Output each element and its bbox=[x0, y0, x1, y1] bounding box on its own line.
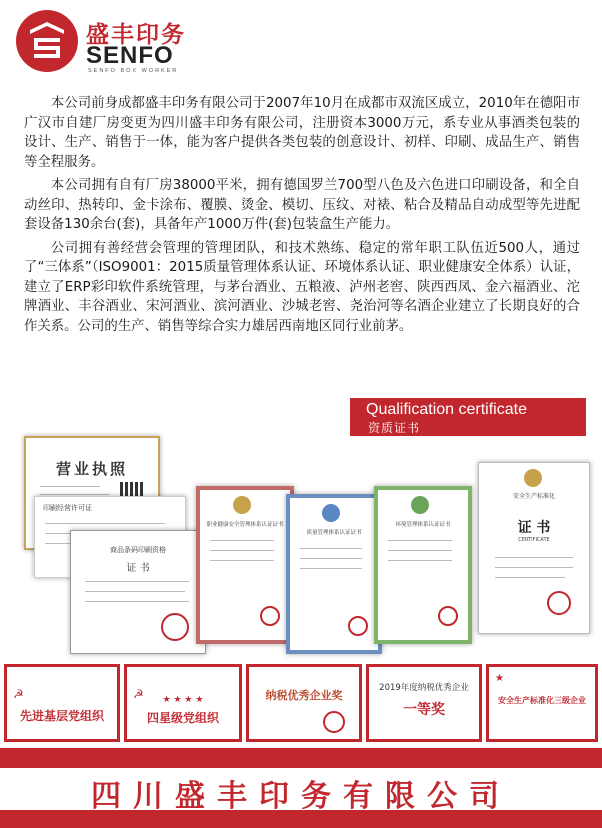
certificate-subtitle: 证 书 bbox=[126, 563, 150, 574]
certificate-title-en: CERTIFICATE bbox=[518, 537, 550, 543]
qualification-header bbox=[350, 398, 586, 436]
award-plaque bbox=[486, 664, 598, 742]
brand-name-en: SENFO bbox=[86, 42, 174, 69]
brand-name-cn: 盛丰印务 bbox=[86, 22, 186, 48]
award-title: 纳税优秀企业奖 bbox=[265, 689, 343, 702]
party-emblem-icon: ☭ bbox=[133, 687, 144, 701]
certificate-title: 质量管理体系认证证书 bbox=[306, 530, 362, 536]
red-seal-icon bbox=[348, 616, 368, 636]
star-rating-icon: ★ ★ ★ ★ bbox=[162, 695, 204, 705]
red-seal-icon bbox=[323, 711, 345, 733]
award-plaque bbox=[124, 664, 242, 742]
certification-emblem-icon bbox=[233, 496, 251, 514]
award-title: 一等奖 bbox=[403, 702, 445, 718]
footer-company-name: 四川盛丰印务有限公司 bbox=[91, 779, 511, 814]
certification-emblem-icon bbox=[411, 496, 429, 514]
quality-management-certificate bbox=[286, 494, 382, 654]
red-seal-icon bbox=[438, 606, 458, 626]
award-title: 安全生产标准化三级企业 bbox=[498, 696, 586, 705]
award-title: 四星级党组织 bbox=[146, 711, 219, 725]
certificate-title: 环境管理体系认证证书 bbox=[395, 522, 451, 528]
environmental-management-certificate bbox=[374, 486, 472, 644]
certificate-title: 职业健康安全管理体系认证证书 bbox=[206, 522, 284, 528]
certificate-heading: 安全生产标准化 bbox=[512, 493, 555, 500]
certificate-title: 商品条码印刷资格 bbox=[110, 546, 166, 554]
qualification-title-cn: 资质证书 bbox=[368, 421, 421, 435]
award-title: 先进基层党组织 bbox=[19, 709, 104, 723]
occupational-health-certificate bbox=[196, 486, 294, 644]
barcode-printing-certificate bbox=[70, 530, 206, 654]
certificate-title: 印刷经营许可证 bbox=[43, 504, 92, 512]
red-seal-icon bbox=[260, 606, 280, 626]
national-emblem-icon bbox=[524, 469, 542, 487]
party-emblem-icon: ★ bbox=[495, 673, 504, 684]
intro-paragraph: 公司拥有善经营会管理的管理团队，和技术熟练、稳定的常年职工队伍近500人，通过了“三体系”（ISO9001：2015质量管理体系认证、环境体系认证、职业健康安全体系）认证，建立了ERP彩印软件系统管理，与茅台酒业、五粮液、泸州老窖、陕西西凤、金六福酒业、沱牌酒业、丰谷酒业、宋河酒业、滨河酒业、沙城老窖、尧治河等名酒企业建立了长期良好的合作关系。公司的生产、销售等综合实力雄居西南地区同行业前茅。 bbox=[24, 240, 580, 334]
award-plaque bbox=[246, 664, 362, 742]
brand-tagline: SENFO BOX WORKER bbox=[88, 68, 179, 74]
red-seal-icon bbox=[161, 613, 189, 641]
senfo-logo-icon bbox=[14, 8, 80, 74]
party-emblem-icon: ☭ bbox=[13, 687, 24, 701]
certification-emblem-icon bbox=[322, 504, 340, 522]
red-seal-icon bbox=[547, 591, 571, 615]
intro-paragraph: 本公司拥有自有厂房38000平米，拥有德国罗兰700型八色及六色进口印刷设备，和全自动丝印、热转印、金卡涂布、覆膜、烫金、模切、压纹、对裱、粘合及精品自动成型等先进配套设备130余台(套)，具备年产1000万件(套)包装盒生产能力。 bbox=[24, 178, 580, 232]
intro-paragraph: 本公司前身成都盛丰印务有限公司于2007年10月在成都市双流区成立，2010年在德阳市广汉市自建厂房变更为四川盛丰印务有限公司，注册资本3000万元，系专业从事酒类包装的设计、生产、销售于一体，能为客户提供各类包装的创意设计、初样、印刷、成品生产、销售等全程服务。 bbox=[24, 96, 580, 170]
award-plaque bbox=[4, 664, 120, 742]
company-introduction bbox=[24, 94, 580, 340]
certificate-title: 营业执照 bbox=[55, 460, 128, 478]
work-safety-certificate bbox=[478, 462, 590, 634]
company-logo bbox=[14, 8, 204, 78]
award-heading: 2019年度纳税优秀企业 bbox=[379, 683, 469, 693]
award-plaque bbox=[366, 664, 482, 742]
qualification-title-en: Qualification certificate bbox=[366, 401, 527, 418]
certificate-title: 证 书 bbox=[517, 520, 551, 536]
